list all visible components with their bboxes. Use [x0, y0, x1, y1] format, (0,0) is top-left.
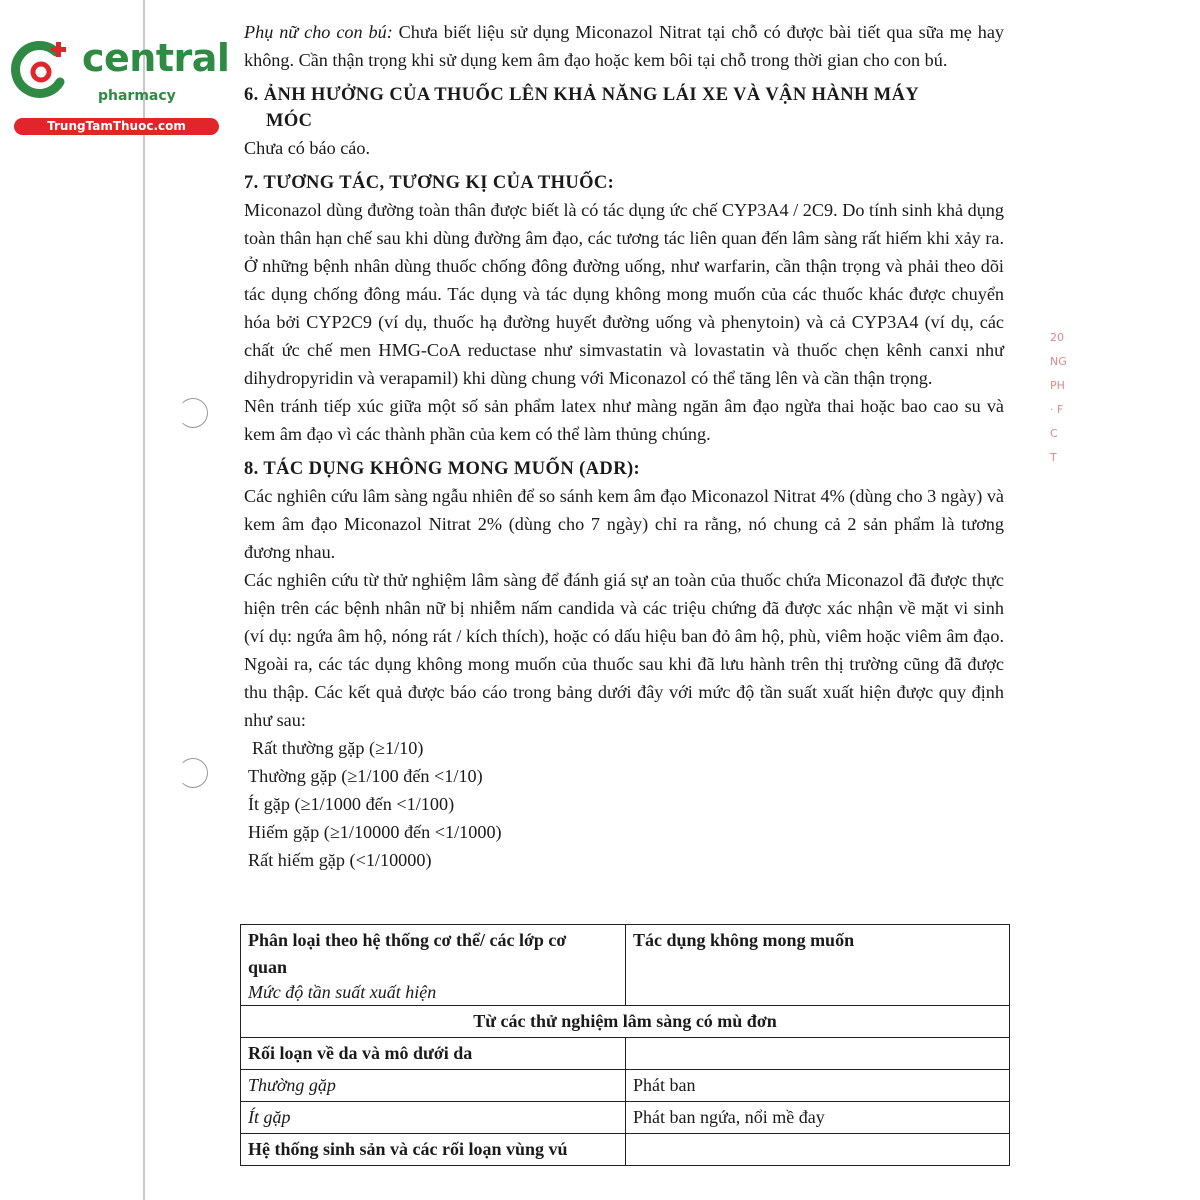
table-row [241, 1038, 1010, 1070]
header-col2: Tác dụng không mong muốn [626, 925, 1010, 1006]
stamp-text: NG [1050, 355, 1067, 368]
logo-mark-icon [10, 38, 74, 102]
intro-text: Chưa biết liệu sử dụng Miconazol Nitrat tại chỗ có được bài tiết qua sữa mẹ hay không. Cần thận trọng khi sử dụng kem âm đạo hoặc kem bôi tại chỗ trong thời gian cho con bú. [244, 22, 1004, 70]
section6-heading-line2: MÓC [266, 111, 313, 131]
header-col1-sub: Mức độ tần suất xuất hiện [248, 982, 437, 1002]
frequency-item: Ít gặp (≥1/1000 đến <1/100) [248, 794, 455, 814]
row-value: Phát ban ngứa, nổi mề đay [626, 1102, 1010, 1134]
frequency-item: Thường gặp (≥1/100 đến <1/10) [248, 766, 483, 786]
header-col1-line2: quan [248, 957, 288, 977]
stamp-text: C [1050, 427, 1058, 440]
table-header-row [241, 925, 1010, 1006]
logo-url[interactable]: TrungTamThuoc.com [14, 118, 219, 135]
section6-heading [244, 82, 1004, 134]
punch-hole [178, 398, 208, 428]
row-label: Thường gặp [241, 1070, 626, 1102]
table-row [241, 1070, 1010, 1102]
section7-heading: 7. TƯƠNG TÁC, TƯƠNG KỊ CỦA THUỐC: [244, 173, 615, 193]
row-value [626, 1134, 1010, 1166]
stamp-text: 20 [1050, 331, 1064, 344]
frequency-item: Hiếm gặp (≥1/10000 đến <1/1000) [248, 822, 502, 842]
binder-margin-line [143, 0, 145, 1200]
stamp-fragment [1050, 326, 1080, 470]
pharmacy-logo[interactable] [10, 36, 230, 138]
frequency-item: Rất hiếm gặp (<1/10000) [248, 850, 432, 870]
section8-para1: Các nghiên cứu lâm sàng ngẫu nhiên để so sánh kem âm đạo Miconazol Nitrat 4% (dùng cho 3 ngày) và kem âm đạo Miconazol Nitrat 2% (dùng cho 7 ngày) chỉ ra rằng, nó chung cả 2 sản phẩm là tương đương nhau. [244, 486, 1004, 562]
document-body [244, 18, 1004, 874]
section8-para2: Các nghiên cứu từ thử nghiệm lâm sàng để đánh giá sự an toàn của thuốc chứa Miconazol đã được thực hiện trên các bệnh nhân nữ bị nhiễm nấm candida và các triệu chứng đã được xác nhận về mặt vi sinh (ví dụ: ngứa âm hộ, nóng rát / kích thích), hoặc có dấu hiệu ban đỏ âm hộ, phù, viêm hoặc viêm âm đạo. Ngoài ra, các tác dụng không mong muốn của thuốc sau khi đã lưu hành trên thị trường cũng đã được thu thập. Các kết quả được báo cáo trong bảng dưới đây với mức độ tần suất xuất hiện được quy định như sau: [244, 570, 1004, 730]
row-label: Hệ thống sinh sản và các rối loạn vùng vú [241, 1134, 626, 1166]
row-label: Ít gặp [241, 1102, 626, 1134]
table-row [241, 1134, 1010, 1166]
table-row [241, 1102, 1010, 1134]
frequency-list [244, 734, 1004, 874]
logo-subtitle: pharmacy [98, 88, 176, 104]
frequency-item: Rất thường gặp (≥1/10) [252, 738, 424, 758]
stamp-text: PH [1050, 379, 1065, 392]
section8-heading: 8. TÁC DỤNG KHÔNG MONG MUỐN (ADR): [244, 459, 641, 479]
section7-para2: Nên tránh tiếp xúc giữa một số sản phẩm latex như màng ngăn âm đạo ngừa thai hoặc bao cao su và kem âm đạo vì các thành phần của kem có thể làm thủng chúng. [244, 396, 1004, 444]
row-value: Phát ban [626, 1070, 1010, 1102]
section7-para1: Miconazol dùng đường toàn thân được biết là có tác dụng ức chế CYP3A4 / 2C9. Do tính sinh khả dụng toàn thân hạn chế sau khi dùng đường âm đạo, các tương tác liên quan đến lâm sàng rất hiếm khi xảy ra. Ở những bệnh nhân dùng thuốc chống đông đường uống, như warfarin, cần thận trọng và phải theo dõi tác dụng chống đông máu. Tác dụng và tác dụng không mong muốn của các thuốc khác được chuyển hóa bởi CYP2C9 (ví dụ, thuốc hạ đường huyết đường uống và phenytoin) và cả CYP3A4 (ví dụ, các chất ức chế men HMG-CoA reductase như simvastatin và lovastatin và thuốc chẹn kênh canxi như dihydropyridin và verapamil) khi dùng chung với Miconazol có thể tăng lên và cần thận trọng. [244, 200, 1004, 388]
intro-label: Phụ nữ cho con bú: [244, 22, 393, 42]
stamp-text: · F [1050, 403, 1064, 416]
punch-hole [178, 758, 208, 788]
header-col1-line1: Phân loại theo hệ thống cơ thể/ các lớp cơ [248, 930, 567, 950]
section6-body: Chưa có báo cáo. [244, 138, 371, 158]
intro-paragraph [244, 18, 1004, 74]
span-row-cell: Từ các thử nghiệm lâm sàng có mù đơn [241, 1006, 1010, 1038]
row-value [626, 1038, 1010, 1070]
row-label: Rối loạn về da và mô dưới da [241, 1038, 626, 1070]
stamp-text: T [1050, 451, 1057, 464]
logo-name: central [82, 36, 230, 80]
section6-heading-line1: 6. ẢNH HƯỞNG CỦA THUỐC LÊN KHẢ NĂNG LÁI XE VÀ VẬN HÀNH MÁY [244, 85, 920, 105]
table-span-row [241, 1006, 1010, 1038]
adr-table [240, 924, 1010, 1166]
table-header-cell [241, 925, 626, 1006]
